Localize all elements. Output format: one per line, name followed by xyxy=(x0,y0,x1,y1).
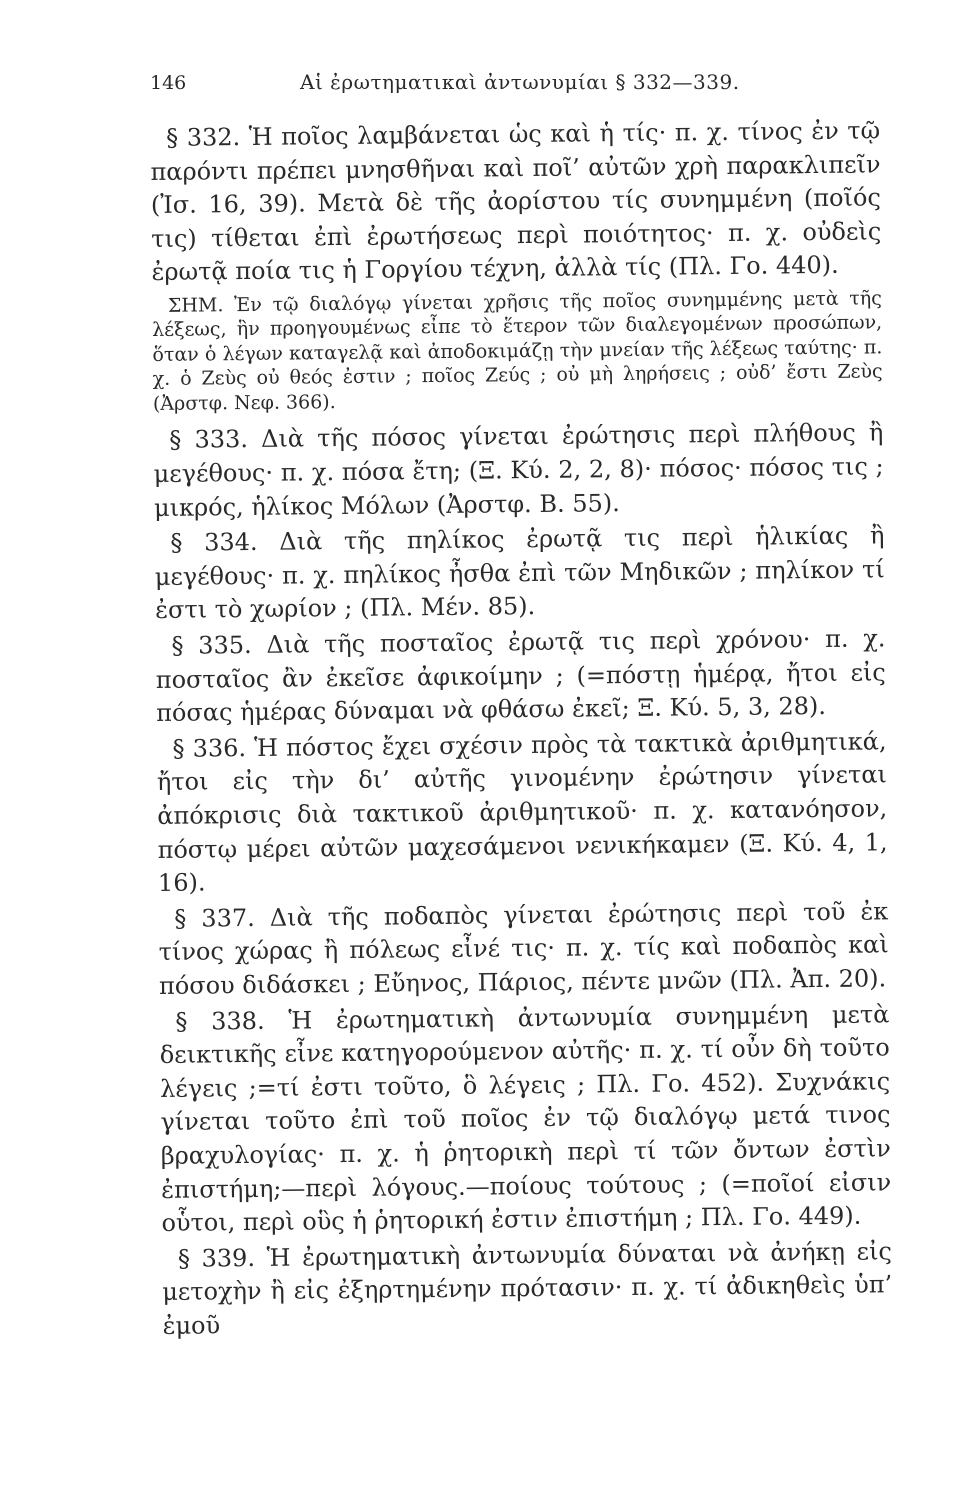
section-339: § 339. Ἡ ἐρωτηματικὴ ἀντωνυμία δύναται νὰ ἀνήκῃ εἰς μετοχὴν ἢ εἰς ἐξηρτημένην πρότασιν· π. χ. τί ἀδικηθεὶς ὑπ’ ἐμοῦ xyxy=(162,1237,893,1340)
section-333: § 333. Διὰ τῆς πόσος γίνεται ἐρώτησις περὶ πλήθους ἢ μεγέθους· π. χ. πόσα ἔτη; (Ξ. Κύ. 2, 2, 8)· πόσος· πόσος τις ; μικρός, ἡλίκος Μόλων (Ἀρστφ. Β. 55). xyxy=(153,418,884,522)
page-number: 146 xyxy=(150,72,187,94)
section-334: § 334. Διὰ τῆς πηλίκος ἐρωτᾷ τις περὶ ἡλικίας ἢ μεγέθους· π. χ. πηλίκος ἦσθα ἐπὶ τῶν Μηδικῶν ; πηλίκον τί ἐστι τὸ χωρίον ; (Πλ. Μέν. 85). xyxy=(154,521,885,625)
running-head: Αἱ ἐρωτηματικαὶ ἀντωνυμίαι § 332—339. xyxy=(300,70,740,94)
page-header xyxy=(150,70,880,110)
section-337: § 337. Διὰ τῆς ποδαπὸς γίνεται ἐρώτησις περὶ τοῦ ἐκ τίνος χώρας ἢ πόλεως εἶνέ τις· π. χ. τίς καὶ ποδαπὸς καὶ πόσου διδάσκει ; Εὔηνος, Πάριος, πέντε μνῶν (Πλ. Ἀπ. 20). xyxy=(158,897,889,1000)
note-sem: ΣΗΜ. Ἐν τῷ διαλόγῳ γίνεται χρῆσις τῆς ποῖος συνημμένης μετὰ τῆς λέξεως, ἣν προηγουμένως εἶπε τὸ ἕτερον τῶν διαλεγομένων προσώπων, ὅταν ὁ λέγων καταγελᾷ καὶ ἀποδοκιμάζῃ τὴν μνείαν τῆς λέξεως ταύτης· π. χ. ὁ Ζεὺς οὐ θεός ἐστιν ; ποῖος Ζεύς ; οὐ μὴ ληρήσεις ; οὐδ’ ἔστι Ζεὺς (Ἀρστφ. Νεφ. 366). xyxy=(152,287,883,415)
section-338: § 338. Ἡ ἐρωτηματικὴ ἀντωνυμία συνημμένη μετὰ δεικτικῆς εἶνε κατηγορούμενον αὐτῆς· π. χ. τί οὖν δὴ τοῦτο λέγεις ;=τί ἐστι τοῦτο, ὃ λέγεις ; Πλ. Γο. 452). Συχνάκις γίνεται τοῦτο ἐπὶ τοῦ ποῖος ἐν τῷ διαλόγῳ μετά τινος βραχυλογίας· π. χ. ἡ ῥητορικὴ περὶ τί τῶν ὄντων ἐστὶν ἐπιστήμη;—περὶ λόγους.—ποίους τούτους ; (=ποῖοί εἰσιν οὗτοι, περὶ οὓς ἡ ῥητορική ἐστιν ἐπιστήμη ; Πλ. Γο. 449). xyxy=(159,999,892,1238)
section-335: § 335. Διὰ τῆς ποσταῖος ἐρωτᾷ τις περὶ χρόνου· π. χ. ποσταῖος ἂν ἐκεῖσε ἀφικοίμην ; (=πόστῃ ἡμέρᾳ, ἤτοι εἰς πόσας ἡμέρας δύναμαι νὰ φθάσω ἐκεῖ; Ξ. Κύ. 5, 3, 28). xyxy=(155,624,886,728)
section-336: § 336. Ἡ πόστος ἔχει σχέσιν πρὸς τὰ τακτικὰ ἀριθμητικά, ἤτοι εἰς τὴν δι’ αὐτῆς γινομένην ἐρώτησιν γίνεται ἀπόκρισις διὰ τακτικοῦ ἀριθμητικοῦ· π. χ. κατανόησον, πόστῳ μέρει αὐτῶν μαχεσάμενοι νενικήκαμεν (Ξ. Κύ. 4, 1, 16). xyxy=(156,727,888,898)
section-332: § 332. Ἡ ποῖος λαμβάνεται ὡς καὶ ἡ τίς· π. χ. τίνος ἐν τῷ παρόντι πρέπει μνησθῆναι καὶ ποῖ’ αὐτῶν χρὴ παρακλιπεῖν (Ἰσ. 16, 39). Μετὰ δὲ τῆς ἀορίστου τίς συνημμένη (ποῖός τις) τίθεται ἐπὶ ἐρωτήσεως περὶ ποιότητος· π. χ. οὐδεὶς ἐρωτᾷ ποία τις ἡ Γοργίου τέχνη, ἀλλὰ τίς (Πλ. Γο. 440). xyxy=(150,116,882,287)
body-text xyxy=(150,114,893,1343)
